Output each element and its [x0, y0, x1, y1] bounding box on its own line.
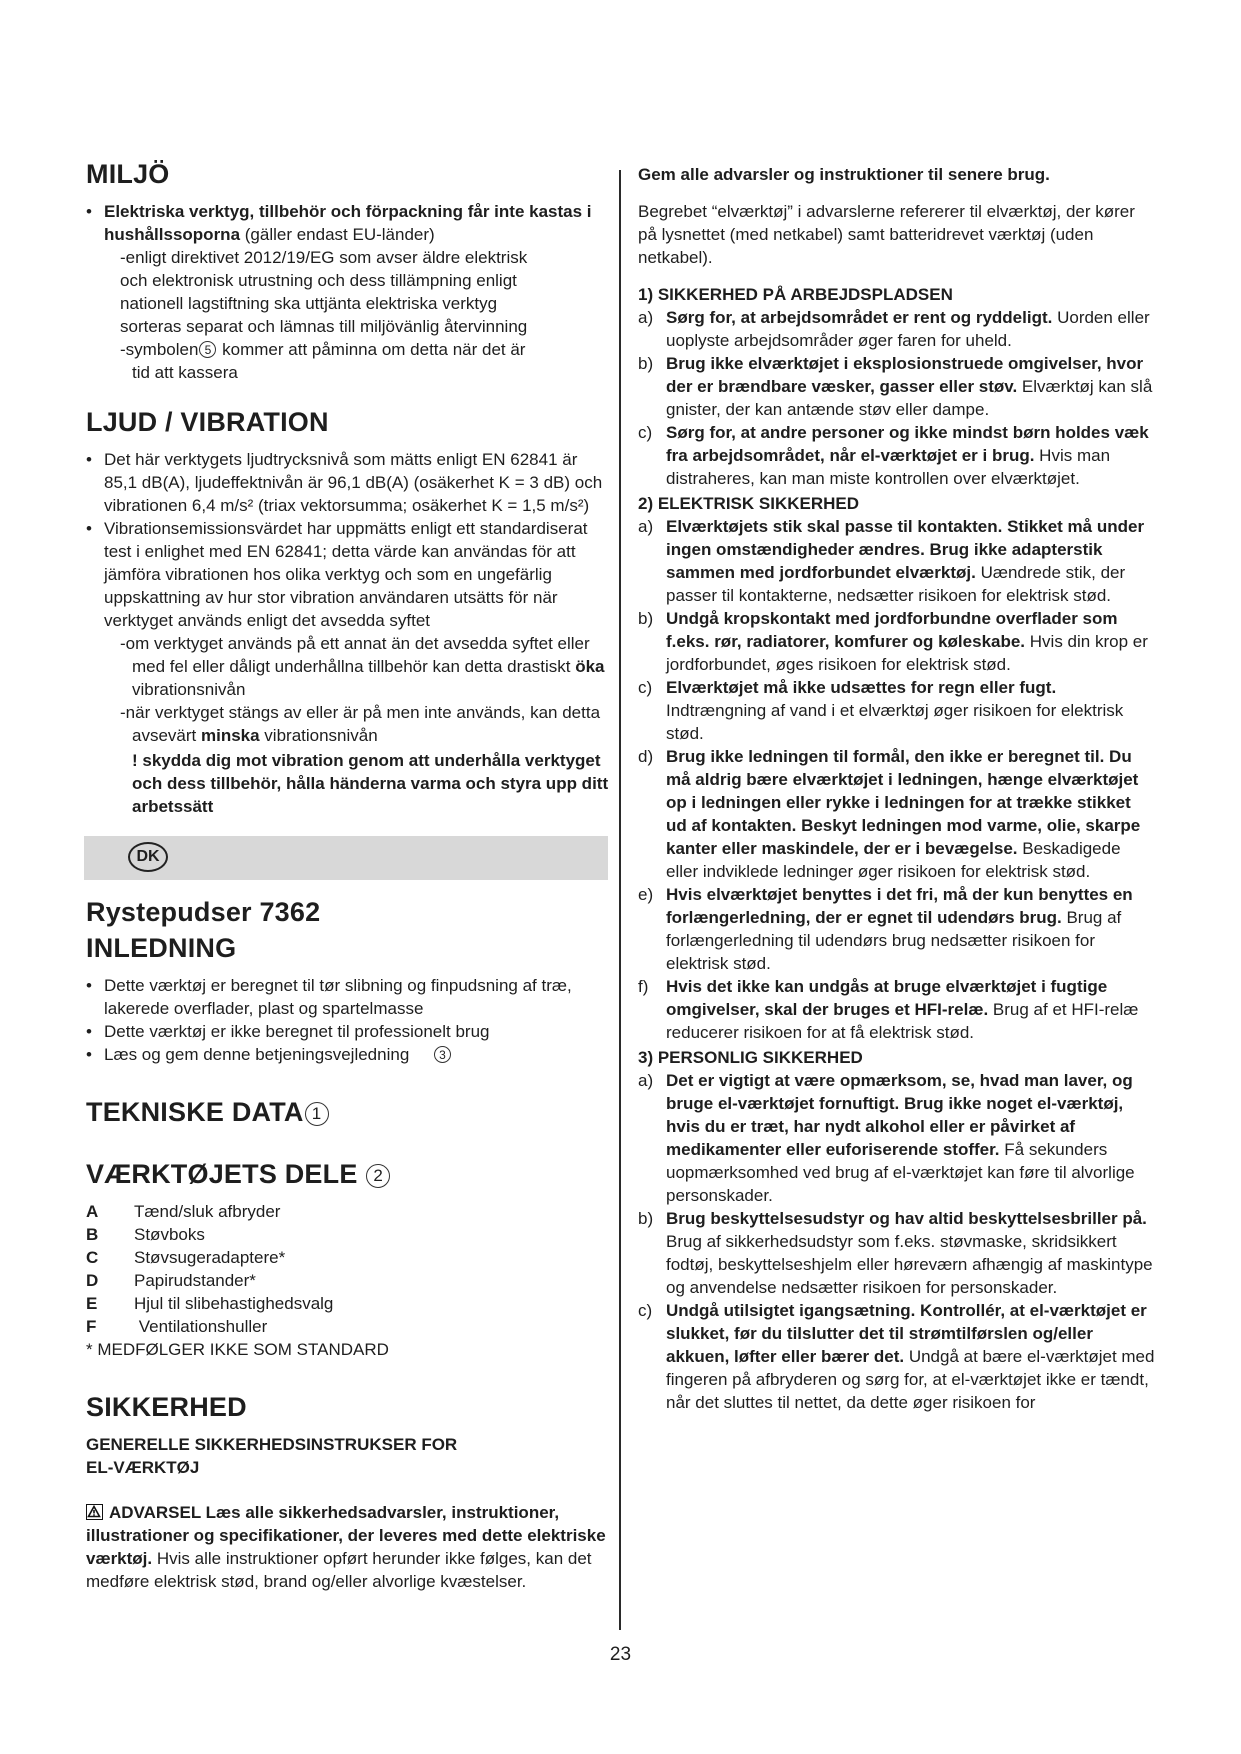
- safety-item-text: Brug af et HFI-relæ reducerer risikoen for at få elektrisk stød.: [666, 1000, 1139, 1042]
- safety-item: [638, 676, 1156, 745]
- safety-item-label: b): [638, 1209, 654, 1228]
- safety-item-bold: Sørg for, at arbejdsområdet er rent og ryddeligt.: [666, 308, 1053, 327]
- tekniske-title-text: TEKNISKE DATA: [86, 1097, 304, 1127]
- reference-number-1: 1: [305, 1102, 329, 1126]
- reference-number-3: 3: [434, 1046, 451, 1063]
- part-letter: A: [86, 1202, 99, 1221]
- part-label: Støvboks: [134, 1225, 205, 1244]
- inledning-bullet-1: • Dette værktøj er beregnet til tør slibning og finpudsning af træ, lakerede overflader, plast og spartelmasse: [86, 974, 610, 1020]
- sikkerhed-subtitle-line: EL-VÆRKTØJ: [86, 1458, 200, 1477]
- inledning-bullet-2: • Dette værktøj er ikke beregnet til professionelt brug: [86, 1020, 610, 1043]
- safety-section-heading: 1) SIKKERHED PÅ ARBEJDSPLADSEN: [638, 285, 953, 304]
- miljo-details: [86, 246, 610, 384]
- safety-item: [638, 1069, 1156, 1207]
- safety-item-text: Uændrede stik, der passer til kontakterne, nedsætter risikoen for elektrisk stød.: [666, 563, 1126, 605]
- safety-item-label: c): [638, 678, 653, 697]
- safety-section-2: [638, 492, 1156, 1044]
- safety-item: [638, 515, 1156, 607]
- part-letter: D: [86, 1271, 99, 1290]
- safety-section-heading: 3) PERSONLIG SIKKERHED: [638, 1048, 863, 1067]
- parts-list: [86, 1200, 610, 1338]
- language-band: [84, 836, 608, 880]
- safety-item-text: Uorden eller uoplyste arbejdsområder øger faren for uheld.: [666, 308, 1150, 350]
- dele-title-text: VÆRKTØJETS DELE: [86, 1159, 358, 1189]
- ljud-sub-1: [86, 632, 610, 701]
- miljo-line: nationell lagstiftning ska uttjänta elektriska verktyg: [120, 294, 498, 313]
- safety-item: [638, 1299, 1156, 1414]
- part-letter: E: [86, 1294, 98, 1313]
- part-letter: F: [86, 1317, 97, 1336]
- ljud-sub-2-bold: minska: [200, 726, 260, 745]
- safety-item-bold: Hvis elværktøjet benyttes i det fri, må der kun benyttes en forlængerledning, der er egnet til udendørs brug.: [666, 885, 1133, 927]
- ljud-bullet-1: • Det här verktygets ljudtrycksnivå som mätts enligt EN 62841 är 85,1 dB(A), ljudeffektnivån är 96,1 dB(A) (osäkerhet K = 3 dB) och vibrationen 6,4 m/s² (triax vektorsumma; osäkerhet K = 1,5 m/s²): [86, 448, 610, 517]
- safety-item-bold: Brug beskyttelsesudstyr og hav altid beskyttelsesbriller på.: [666, 1209, 1147, 1228]
- safety-item-bold: Sørg for, at andre personer og ikke mindst børn holdes væk fra arbejdsområdet, når el-værktøjet er i brug.: [666, 423, 1149, 465]
- safety-item-label: b): [638, 609, 654, 628]
- safety-item-text: Hvis din krop er jordforbundet, øges risikoen for elektrisk stød.: [666, 632, 1148, 674]
- safety-item-text: Elværktøj kan slå gnister, der kan antænde støv eller dampe.: [666, 377, 1153, 419]
- safety-item-label: c): [638, 1301, 653, 1320]
- language-badge-dk: DK: [128, 842, 168, 872]
- section-title-sikkerhed: SIKKERHED: [86, 1392, 247, 1422]
- miljo-line: tid att kassera: [132, 363, 238, 382]
- miljo-bullet-rest: (gäller endast EU-länder): [240, 225, 435, 244]
- safety-section-1: [638, 283, 1156, 490]
- miljo-symbol-line: [120, 338, 610, 361]
- ljud-sub-2-post: vibrationsnivån: [259, 726, 378, 745]
- safety-item-label: b): [638, 354, 654, 373]
- sikkerhed-subtitle: [86, 1433, 610, 1479]
- safety-item-text: Brug af sikkerhedsudstyr som f.eks. støvmaske, skridsikkert fodtøj, beskyttelseshjelm eller høreværn afhængig af maskintype og anvendelse nedsætter risikoen for personskader.: [666, 1232, 1153, 1297]
- miljo-line: -enligt direktivet 2012/19/EG som avser äldre elektrisk: [120, 248, 528, 267]
- vibration-warning: ! skydda dig mot vibration genom att underhålla verktyget och dess tillbehör, hålla händerna varma och styra upp ditt arbetssätt: [132, 751, 609, 816]
- sikkerhed-subtitle-line: GENERELLE SIKKERHEDSINSTRUKSER FOR: [86, 1435, 458, 1454]
- miljo-symbol-pre: -symbolen: [120, 340, 199, 359]
- safety-item-text: Brug af forlængerledning til udendørs brug nedsætter risikoen for elektrisk stød.: [666, 908, 1122, 973]
- general-warning-bold: ADVARSEL Læs alle sikkerhedsadvarsler, instruktioner, illustrationer og specifikationer, der leveres med dette elektriske værktøj.: [86, 1503, 606, 1568]
- section-title-dele: [86, 1158, 610, 1190]
- safety-item-text: Undgå at bære el-værktøjet med fingeren på afbryderen og sørg for, at el-værktøjet ikke er tændt, når det sluttes til nettet, da dette øger risikoen for: [666, 1347, 1155, 1412]
- ljud-sub-1-pre: -om verktyget används på ett annat än det avsedda syftet eller med fel eller dåligt underhållna tillbehör kan detta drastiskt: [120, 634, 590, 676]
- part-label: Tænd/sluk afbryder: [134, 1202, 281, 1221]
- general-warning-rest: Hvis alle instruktioner opført herunder ikke følges, kan det medføre elektrisk stød, brand og/eller alvorlige kvæstelser.: [86, 1549, 592, 1591]
- safety-item-bold: Brug ikke ledningen til formål, den ikke er beregnet til. Du må aldrig bære elværktøjet i ledningen, hænge elværktøjet op i ledningen eller rykke i ledningen for at trække stikket ud af kontakten. Beskyt ledningen mod varme, olie, skarpe kanter eller maskindele, der er i bevægelse.: [666, 747, 1141, 858]
- gem-instructions: Gem alle advarsler og instruktioner til senere brug.: [638, 165, 1050, 184]
- safety-item-bold: Undgå utilsigtet igangsætning. Kontrollér, at el-værktøjet er slukket, før du tilslutter det til strømtilførslen og/eller akkuen, løfter eller bærer det.: [666, 1301, 1147, 1366]
- page-number: 23: [609, 1644, 632, 1665]
- safety-item-text: Få sekunders uopmærksomhed ved brug af el-værktøjet kan føre til alvorlige personskader.: [666, 1140, 1135, 1205]
- ljud-sub-1-bold: öka: [575, 657, 605, 676]
- column-divider: [619, 170, 621, 1630]
- section-title-miljo: MILJÖ: [86, 159, 170, 189]
- part-label: Støvsugeradaptere*: [134, 1248, 286, 1267]
- safety-item-label: e): [638, 885, 654, 904]
- safety-item-label: a): [638, 517, 654, 536]
- section-title-tekniske-data: [86, 1096, 610, 1128]
- safety-item-bold: Elværktøjets stik skal passe til kontakten. Stikket må under ingen omstændigheder ændres. Brug ikke adapterstik sammen med jordforbundet elværktøj.: [666, 517, 1145, 582]
- safety-section-heading: 2) ELEKTRISK SIKKERHED: [638, 494, 860, 513]
- miljo-bullet-bold: Elektriska verktyg, tillbehör och förpackning får inte kastas i hushållssoporna: [104, 202, 592, 244]
- safety-item: [638, 607, 1156, 676]
- part-letter: C: [86, 1248, 99, 1267]
- safety-item: [638, 1207, 1156, 1299]
- begrebet-paragraph: Begrebet “elværktøj” i advarslerne refererer til elværktøj, der kører på lysnettet (med netkabel) samt batteridrevet værktøj (uden netkabel).: [638, 202, 1135, 267]
- section-title-ljud: LJUD / VIBRATION: [86, 407, 329, 437]
- part-label: Ventilationshuller: [134, 1317, 268, 1336]
- ljud-sub-2: [86, 701, 610, 747]
- safety-item: [638, 352, 1156, 421]
- safety-item-label: c): [638, 423, 653, 442]
- safety-item: [638, 745, 1156, 883]
- safety-item: [638, 975, 1156, 1044]
- parts-note: * MEDFØLGER IKKE SOM STANDARD: [86, 1340, 389, 1359]
- part-label: Hjul til slibehastighedsvalg: [134, 1294, 334, 1313]
- section-title-inledning: INLEDNING: [86, 933, 237, 963]
- inledning-bullet-3-text: Læs og gem denne betjeningsvejledning: [104, 1045, 410, 1064]
- safety-item-bold: Undgå kropskontakt med jordforbundne overflader som f.eks. rør, radiatorer, komfurer og køleskabe.: [666, 609, 1118, 651]
- miljo-symbol-post: kommer att påminna om detta när det är: [217, 340, 526, 359]
- ljud-bullet-2: • Vibrationsemissionsvärdet har uppmätts enligt ett standardiserat test i enlighet med EN 62841; detta värde kan användas för att jämföra vibrationen hos olika verktyg och som en ungefärlig uppskattning av hur stor vibration användaren utsätts för när verktyget används enligt det avsedda syftet: [86, 517, 610, 632]
- safety-item-label: a): [638, 1071, 654, 1090]
- safety-item: [638, 306, 1156, 352]
- safety-item-text: Hvis man distraheres, kan man miste kontrollen over elværktøjet.: [666, 446, 1111, 488]
- safety-item-label: a): [638, 308, 654, 327]
- safety-item-text: Indtrængning af vand i et elværktøj øger risikoen for elektrisk stød.: [666, 701, 1124, 743]
- part-label: Papirudstander*: [134, 1271, 256, 1290]
- warning-triangle-icon: [86, 1504, 103, 1520]
- right-column: [638, 163, 1156, 1414]
- ljud-sub-1-post: vibrationsnivån: [132, 680, 246, 699]
- safety-item-bold: Det er vigtigt at være opmærksom, se, hvad man laver, og bruge el-værktøjet fornuftigt. Brug ikke noget el-værktøj, hvis du er træt, har nydt alkohol eller er påvirket af medikamenter eller euforiserende stoffer.: [666, 1071, 1133, 1159]
- safety-section-3: [638, 1046, 1156, 1414]
- safety-item: [638, 883, 1156, 975]
- miljo-bullet: [86, 200, 610, 246]
- safety-item-bold: Elværktøjet må ikke udsættes for regn eller fugt.: [666, 678, 1057, 697]
- ljud-sub-2-pre: -när verktyget stängs av eller är på men inte används, kan detta avsevärt: [120, 703, 601, 745]
- reference-number-2: 2: [366, 1164, 390, 1188]
- safety-item: [638, 421, 1156, 490]
- left-column: [86, 158, 610, 1593]
- inledning-bullet-3: [86, 1043, 610, 1066]
- part-letter: B: [86, 1225, 99, 1244]
- miljo-line: och elektronisk utrustning och dess tillämpning enligt: [120, 271, 517, 290]
- safety-item-bold: Hvis det ikke kan undgås at bruge elværktøjet i fugtige omgivelser, skal der bruges et HFI-relæ.: [666, 977, 1108, 1019]
- miljo-line: sorteras separat och lämnas till miljövänlig återvinning: [120, 317, 528, 336]
- safety-item-label: d): [638, 747, 654, 766]
- product-title: Rystepudser 7362: [86, 897, 321, 927]
- safety-item-text: Beskadigede eller indviklede ledninger øger risikoen for elektrisk stød.: [666, 839, 1121, 881]
- general-warning: [86, 1501, 610, 1593]
- safety-item-bold: Brug ikke elværktøjet i eksplosionstruede omgivelser, hvor der er brændbare væsker, gasser eller støv.: [666, 354, 1144, 396]
- reference-number-5: 5: [199, 341, 216, 358]
- safety-item-label: f): [638, 977, 649, 996]
